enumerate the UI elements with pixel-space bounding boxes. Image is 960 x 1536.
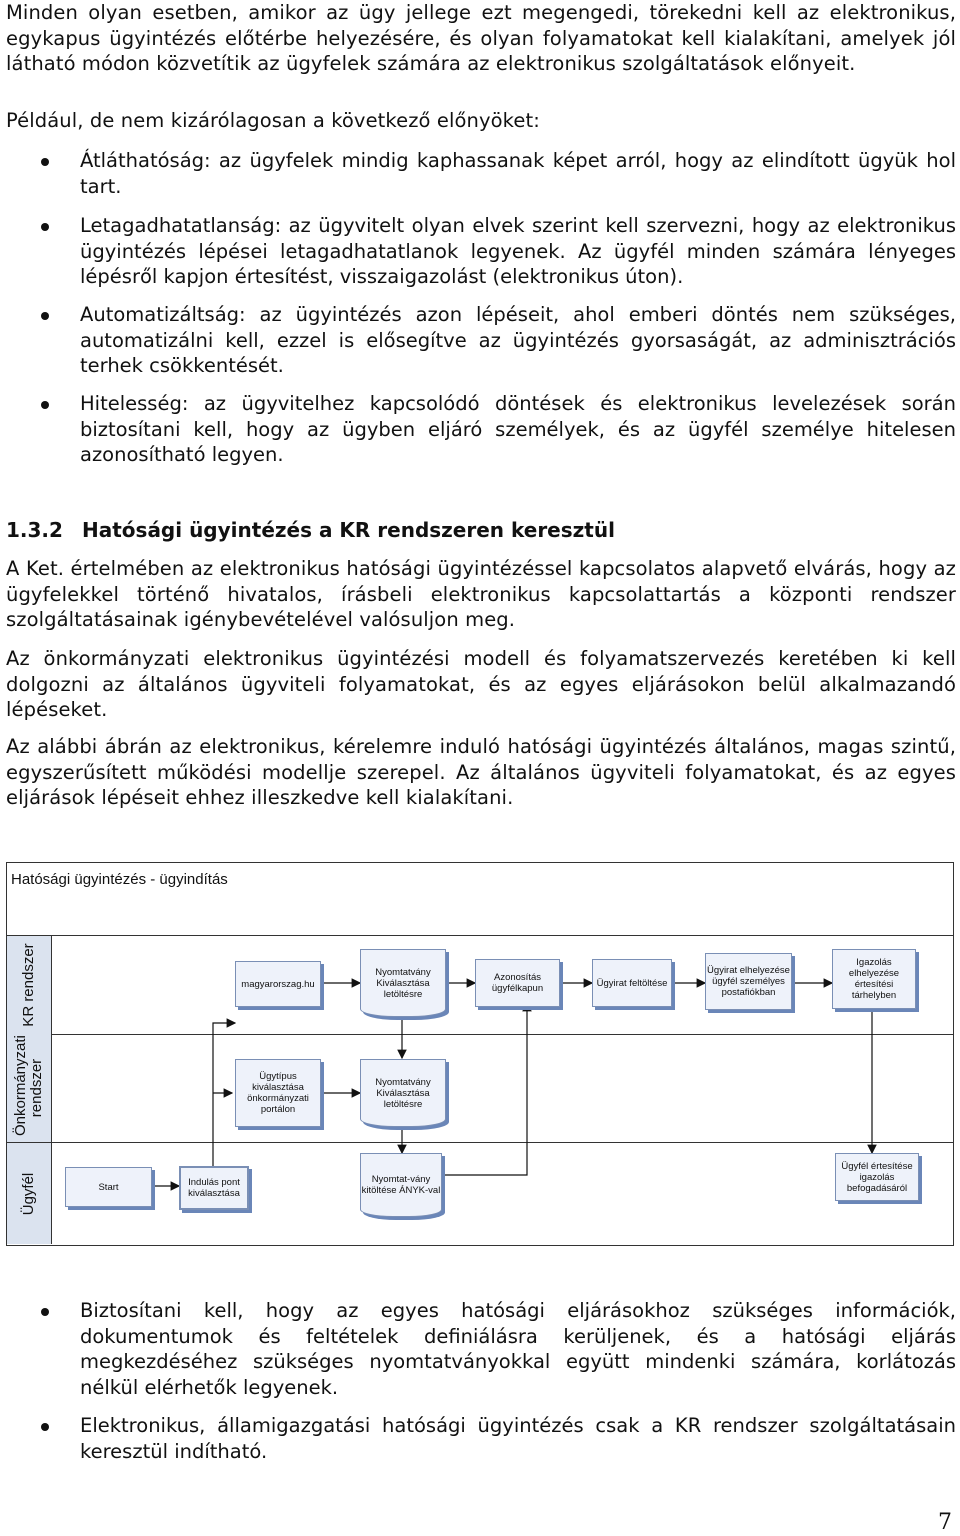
lane-label-onkormanyzat: Önkormányzati rendszer xyxy=(7,1034,52,1143)
body-paragraph: Az alábbi ábrán az elektronikus, kérelemre induló hatósági ügyintézés általános, magas szintű, egyszerűsített működési modellje szerepel. Az általános ügyviteli folyamatokat, és az egyes eljárások lépéseit ehhez illeszkedve kell kialakítani. xyxy=(6,735,956,809)
lane-label-kr: KR rendszer xyxy=(7,935,52,1035)
benefit-item: Automatizáltság: az ügyintézés azon lépéseit, ahol emberi döntés nem szükséges, automatizálni kell, ezzel is elősegítve az ügyintézés gyorsaságát, az adminisztrációs terhek csökkentését. xyxy=(80,303,956,377)
section-heading xyxy=(6,518,615,542)
step-nyomtatvany-kitoltese: Nyomtat-vány kitöltése ÁNYK-val xyxy=(360,1153,442,1217)
diagram-title: Hatósági ügyintézés - ügyindítás xyxy=(11,871,228,888)
closing-bullet: Biztosítani kell, hogy az egyes hatósági eljárásokhoz szükséges információk, dokumentumok és feltételek definiálásra kerüljenek, és a hatósági eljárás megkezdéséhez szükséges nyomtatványokkal együtt mindenki számára, korlátozás nélkül elérhetők legyenek. xyxy=(80,1299,956,1399)
closing-bullet: Elektronikus, államigazgatási hatósági ügyintézés csak a KR rendszer szolgáltatásain keresztül indítható. xyxy=(80,1414,956,1463)
body-paragraph: A Ket. értelmében az elektronikus hatósági ügyintézéssel kapcsolatos alapvető elvárás, hogy az ügyfelekkel történő hivatalos, írásbeli elektronikus kapcsolattartás a központi rendszer szolgáltatásainak igénybevételével valósuljon meg. xyxy=(6,557,956,631)
benefit-item: Átláthatóság: az ügyfelek mindig kaphassanak képet arról, hogy az elindított ügyük hol tart. xyxy=(80,149,956,198)
page-number: 7 xyxy=(938,1510,952,1535)
bullet-dot xyxy=(41,401,49,409)
lane-label-ugyfel: Ügyfél xyxy=(7,1143,52,1244)
benefit-item: Hitelesség: az ügyvitelhez kapcsolódó döntések és elektronikus levelezések során biztosítani kell, hogy az ügyben eljáró személyek, és az ügyfél személye hitelesen azonosítható legyen. xyxy=(80,392,956,466)
step-nyomtatvany-onk: Nyomtatvány Kiválasztása letöltésre xyxy=(360,1059,446,1127)
step-indulas-pont: Indulás pont kiválasztása xyxy=(179,1166,249,1210)
section-title: Hatósági ügyintézés a KR rendszeren keresztül xyxy=(82,518,615,542)
benefit-item: Letagadhatatlanság: az ügyvitelt olyan elvek szerint kell szervezni, hogy az elektronikus ügyintézés lépései letagadhatatlanok legyenek. Az ügyfél minden számára lényeges lépésről kapjon értesítést, visszaigazolást (elektronikus úton). xyxy=(80,214,956,288)
benefits-intro: Például, de nem kizárólagosan a következő előnyöket: xyxy=(6,109,540,132)
step-ugytipus: Ügytípus kiválasztása önkormányzati portálon xyxy=(235,1059,321,1127)
step-ugyirat-feltoltese: Ügyirat feltöltése xyxy=(592,959,672,1007)
step-igazolas: Igazolás elhelyezése értesítési tárhelyben xyxy=(832,949,916,1009)
intro-paragraph: Minden olyan esetben, amikor az ügy jellege ezt megengedi, törekedni kell az elektronikus, egykapus ügyintézés előtérbe helyezésére, és olyan folyamatokat kell kialakítani, amelyek jól látható módon közvetítik az ügyfelek számára az elektronikus szolgáltatások előnyeit. xyxy=(6,1,956,75)
step-nyomtatvany-kr: Nyomtatvány Kiválasztása letöltésre xyxy=(360,949,446,1017)
bullet-dot xyxy=(41,223,49,231)
body-paragraph: Az önkormányzati elektronikus ügyintézési modell és folyamatszervezés keretében ki kell dolgozni az általános ügyviteli folyamatokat, és az egyes eljárásokon belül alkalmazandó lépéseket. xyxy=(6,647,956,721)
step-azonositas: Azonosítás ügyfélkapun xyxy=(475,959,560,1007)
step-ugyfel-ertesitese: Ügyfél értesítése igazolás befogadásáról xyxy=(835,1153,919,1201)
bullet-dot xyxy=(41,158,49,166)
step-start: Start xyxy=(65,1167,152,1207)
step-ugyirat-elhelyezese: Ügyirat elhelyezése ügyfél személyes postafiókban xyxy=(705,953,792,1010)
process-diagram xyxy=(6,862,954,1246)
bullet-dot xyxy=(41,1423,49,1431)
bullet-dot xyxy=(41,1308,49,1316)
section-number: 1.3.2 xyxy=(6,518,63,542)
step-magyarorszag: magyarorszag.hu xyxy=(235,961,321,1007)
bullet-dot xyxy=(41,312,49,320)
